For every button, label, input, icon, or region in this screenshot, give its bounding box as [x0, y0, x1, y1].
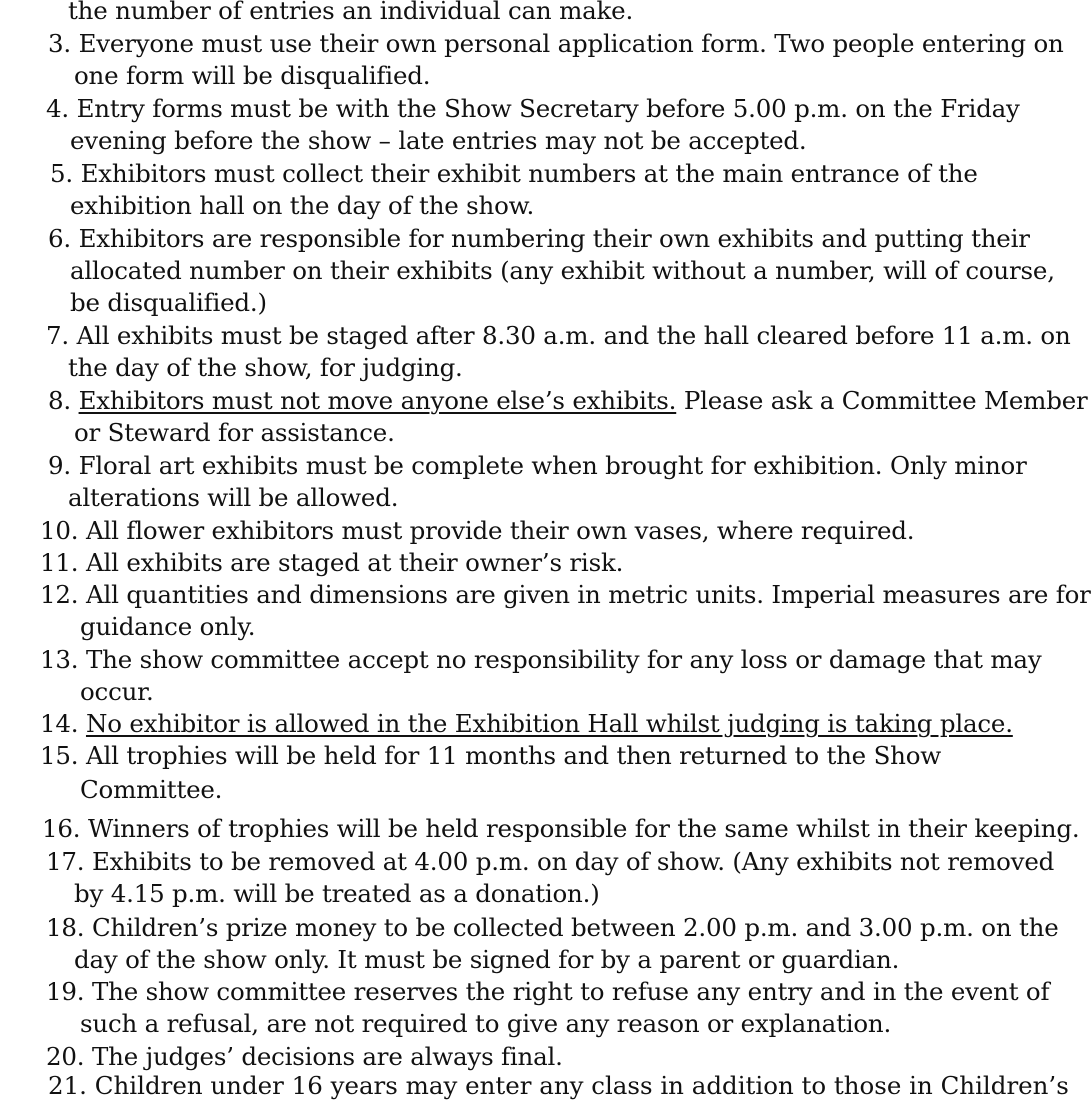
rule-number: 3. — [48, 29, 71, 58]
rule-text: All quantities and dimensions are given in metric units. Imperial measures are for — [85, 580, 1091, 609]
rule-number: 20. — [46, 1042, 85, 1071]
rule-text: Floral art exhibits must be complete when brought for exhibition. Only minor — [78, 451, 1027, 480]
rule-number: 14. — [40, 709, 79, 738]
rule-7-continuation: the day of the show, for judging. — [68, 353, 463, 382]
rule-4 — [46, 94, 1020, 124]
rule-number: 6. — [48, 224, 71, 253]
rule-6-continuation: allocated number on their exhibits (any exhibit without a number, will of course, — [70, 256, 1055, 285]
rule-7 — [46, 321, 1071, 351]
rule-number: 15. — [40, 741, 79, 770]
rule-text: Everyone must use their own personal application form. Two people entering on — [78, 29, 1064, 58]
rule-5-continuation: exhibition hall on the day of the show. — [70, 191, 535, 220]
rule-19-continuation: such a refusal, are not required to give any reason or explanation. — [80, 1009, 892, 1038]
rule-17 — [46, 847, 1054, 877]
rule-text-underlined: Exhibitors must not move anyone else’s exhibits. — [78, 386, 677, 415]
rule-20 — [46, 1042, 563, 1072]
rule-text: The show committee accept no responsibility for any loss or damage that may — [85, 645, 1042, 674]
rule-13 — [40, 645, 1041, 675]
rule-6-continuation: be disqualified.) — [70, 288, 267, 317]
rule-text: Exhibitors must collect their exhibit numbers at the main entrance of the — [80, 159, 978, 188]
rule-number: 11. — [40, 548, 79, 577]
rule-text: Entry forms must be with the Show Secretary before 5.00 p.m. on the Friday — [76, 94, 1020, 123]
rule-4-continuation: evening before the show – late entries may not be accepted. — [70, 126, 807, 155]
rule-5 — [50, 159, 978, 189]
rule-8 — [48, 386, 1088, 416]
rule-text: All trophies will be held for 11 months and then returned to the Show — [85, 741, 942, 770]
rule-10 — [40, 516, 914, 546]
rule-text: The show committee reserves the right to refuse any entry and in the event of — [91, 977, 1050, 1006]
rule-number: 12. — [40, 580, 79, 609]
rule-number: 16. — [42, 814, 81, 843]
rule-text: The judges’ decisions are always final. — [91, 1042, 563, 1071]
rule-text: Exhibits to be removed at 4.00 p.m. on day of show. (Any exhibits not removed — [91, 847, 1055, 876]
rule-9-continuation: alterations will be allowed. — [68, 483, 399, 512]
rule-text: All exhibits are staged at their owner’s risk. — [85, 548, 624, 577]
rule-6 — [48, 224, 1030, 254]
rule-number: 13. — [40, 645, 79, 674]
rule-text: 21. Children under 16 years may enter any class in addition to those in Children’s — [48, 1071, 1069, 1100]
rule-number: 17. — [46, 847, 85, 876]
rule-8-continuation: or Steward for assistance. — [74, 418, 395, 447]
rule-19 — [46, 977, 1049, 1007]
rule-16 — [42, 814, 1079, 844]
rule-text: All exhibits must be staged after 8.30 a.m. and the hall cleared before 11 a.m. on — [76, 321, 1071, 350]
rule-2-continuation: the number of entries an individual can make. — [68, 0, 634, 25]
rule-18-continuation: day of the show only. It must be signed for by a parent or guardian. — [74, 945, 900, 974]
rule-number: 9. — [48, 451, 71, 480]
rule-text: Exhibitors are responsible for numbering their own exhibits and putting their — [78, 224, 1030, 253]
rule-17-continuation: by 4.15 p.m. will be treated as a donation.) — [74, 879, 600, 908]
rule-9 — [48, 451, 1027, 481]
rule-number: 5. — [50, 159, 73, 188]
rule-number: 18. — [46, 913, 85, 942]
rule-number: 10. — [40, 516, 79, 545]
rule-15-continuation: Committee. — [80, 775, 223, 804]
rule-11 — [40, 548, 623, 578]
rule-14 — [40, 709, 1013, 739]
rule-number: 4. — [46, 94, 69, 123]
rule-13-continuation: occur. — [80, 677, 154, 706]
rule-21-cut-off — [48, 1071, 1069, 1100]
rule-text: All flower exhibitors must provide their own vases, where required. — [85, 516, 915, 545]
rule-number: 8. — [48, 386, 71, 415]
rule-text-underlined: No exhibitor is allowed in the Exhibition Hall whilst judging is taking place. — [85, 709, 1013, 738]
rule-15 — [40, 741, 941, 771]
rule-18 — [46, 913, 1059, 943]
rule-number: 7. — [46, 321, 69, 350]
rule-3-continuation: one form will be disqualified. — [74, 61, 431, 90]
rule-12 — [40, 580, 1091, 610]
rule-text: Children’s prize money to be collected between 2.00 p.m. and 3.00 p.m. on the — [91, 913, 1059, 942]
rule-3 — [48, 29, 1064, 59]
rule-12-continuation: guidance only. — [80, 612, 256, 641]
rule-text: Winners of trophies will be held responsible for the same whilst in their keeping. — [87, 814, 1080, 843]
rule-text: Please ask a Committee Member — [676, 386, 1088, 415]
rule-number: 19. — [46, 977, 85, 1006]
